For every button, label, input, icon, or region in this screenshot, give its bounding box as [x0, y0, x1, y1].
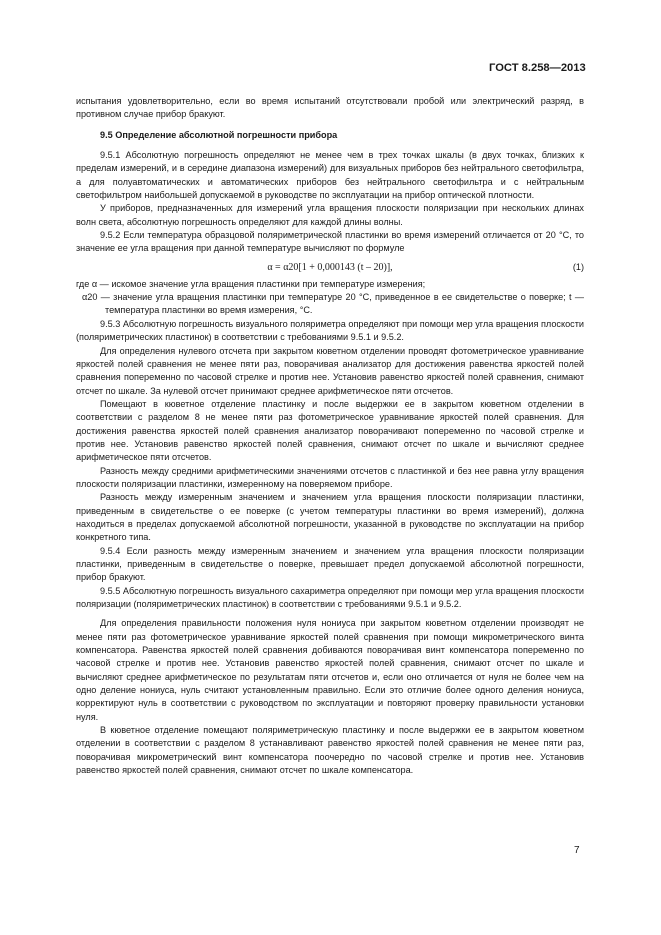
paragraph: 9.5.3 Абсолютную погрешность визуального поляриметра определяют при помощи мер угла вращения плоскости (поляриметрических пластинок) в соответствии с требованиями 9.5.1 и 9.5.2. [76, 318, 584, 343]
paragraph: Разность между средними арифметическими значениями отсчетов с пластинкой и без нее равна углу вращения плоскости поляризации пластинки, измеренному на поверяемом приборе. [76, 465, 584, 489]
paragraph: 9.5.1 Абсолютную погрешность определяют не менее чем в трех точках шкалы (в двух точках, близких к пределам измерений, и в середине диапазона измерений) для визуальных приборов без нейтрального светофильтра, а для полуавтоматических и автоматических приборов без нейтрального светофильтра и с нейтральным светофильтром наибольшей допускаемой в руководстве по эксплуатации на прибор оптической плотности. [76, 150, 584, 201]
page-number: 7 [574, 845, 580, 856]
paragraph: Для определения нулевого отсчета при закрытом кюветном отделении проводят фотометрическое уравнивание яркостей полей сравнения не менее пяти раз, поворачивая анализатор для достижения равенства яркостей полей сравнения попеременно по часовой стрелке и против нее. Установив равенство яркостей полей сравнения, снимают отсчет по шкале. За нулевой отсчет принимают среднее арифметическое пяти отсчетов. [76, 345, 584, 396]
formula: α = α20[1 + 0,000143 (t – 20)], [267, 261, 393, 273]
formula-legend: где α — искомое значение угла вращения пластинки при температуре измерения; [76, 278, 426, 289]
paragraph: 9.5.5 Абсолютную погрешность визуального сахариметра определяют при помощи мер угла вращения плоскости поляризации (поляриметрических пластинок) в соответствии с требованиями 9.5.1 и 9.5.2. [76, 585, 584, 610]
formula-number: (1) [572, 261, 584, 272]
paragraph: испытания удовлетворительно, если во время испытаний отсутствовали пробой или электрический разряд, в противном случае прибор бракуют. [76, 96, 584, 120]
paragraph: У приборов, предназначенных для измерений угла вращения плоскости поляризации при нескольких длинах волн света, абсолютную погрешность определяют для каждой длины волны. [76, 203, 584, 227]
paragraph: Для определения правильности положения нуля нониуса при закрытом кюветном отделении производят не менее пяти раз фотометрическое уравнивание яркостей полей сравнения при помощи микрометрического винта компенсатора. Равенства яркостей полей сравнения добиваются поворачивая винт компенсатора попеременно по часовой стрелке и против нее. Установив равенство яркостей полей сравнения, снимают отсчет по шкале и вычисляют среднее арифметическое по результатам пяти отсчетов и, если оно отличается от нуля не более чем на одно деление нониуса, нуль считают установленным правильно. Если это отличие более одного деления нониуса, корректируют нуль в соответствии с руководством по эксплуатации и повторяют проверку правильности установки нуля. [76, 618, 584, 722]
section-heading: 9.5 Определение абсолютной погрешности прибора [100, 129, 338, 140]
paragraph: В кюветное отделение помещают поляриметрическую пластинку и после выдержки ее в закрытом кюветном отделении в соответствии с разделом 8 устанавливают равенство яркостей полей сравнения не менее пяти раз, поворачивая микрометрический винт компенсатора поочередно по часовой стрелке и против нее. Установив равенство яркостей полей сравнения, снимают отсчет по шкале компенсатора. [76, 725, 584, 776]
document-body [76, 95, 584, 778]
formula-legend: α20 — значение угла вращения пластинки при температуре 20 °С, приведенное в ее свидетельстве о поверке; t — температура пластинки во время измерения, °С. [82, 292, 584, 316]
paragraph: Разность между измеренным значением и значением угла вращения плоскости поляризации пластинки, приведенным в свидетельстве о ее поверке (с учетом температуры пластинки во время измерений), должна находиться в пределах допускаемой абсолютной погрешности, указанной в руководстве по эксплуатации на прибор конкретного типа. [76, 492, 584, 543]
paragraph: 9.5.4 Если разность между измеренным значением и значением угла вращения плоскости поляризации пластинки, приведенным в свидетельстве о поверке, превышает предел допускаемой абсолютной погрешности, прибор бракуют. [76, 545, 584, 583]
paragraph: 9.5.2 Если температура образцовой поляриметрической пластинки во время измерений отличается от 20 °С, то значение ее угла вращения при данной температуре вычисляют по формуле [76, 230, 584, 254]
paragraph: Помещают в кюветное отделение пластинку и после выдержки ее в закрытом кюветном отделении в соответствии с разделом 8 не менее пяти раз фотометрическое уравнивание яркостей полей сравнения. Для достижения равенства яркостей полей сравнения анализатор поворачивают попеременно по часовой стрелке и против нее. Установив равенство яркостей полей сравнения, снимают отсчет по шкале и вычисляют среднее арифметическое пяти отсчетов. [76, 398, 584, 463]
document-header: ГОСТ 8.258—2013 [489, 62, 586, 74]
formula-block [76, 258, 584, 278]
